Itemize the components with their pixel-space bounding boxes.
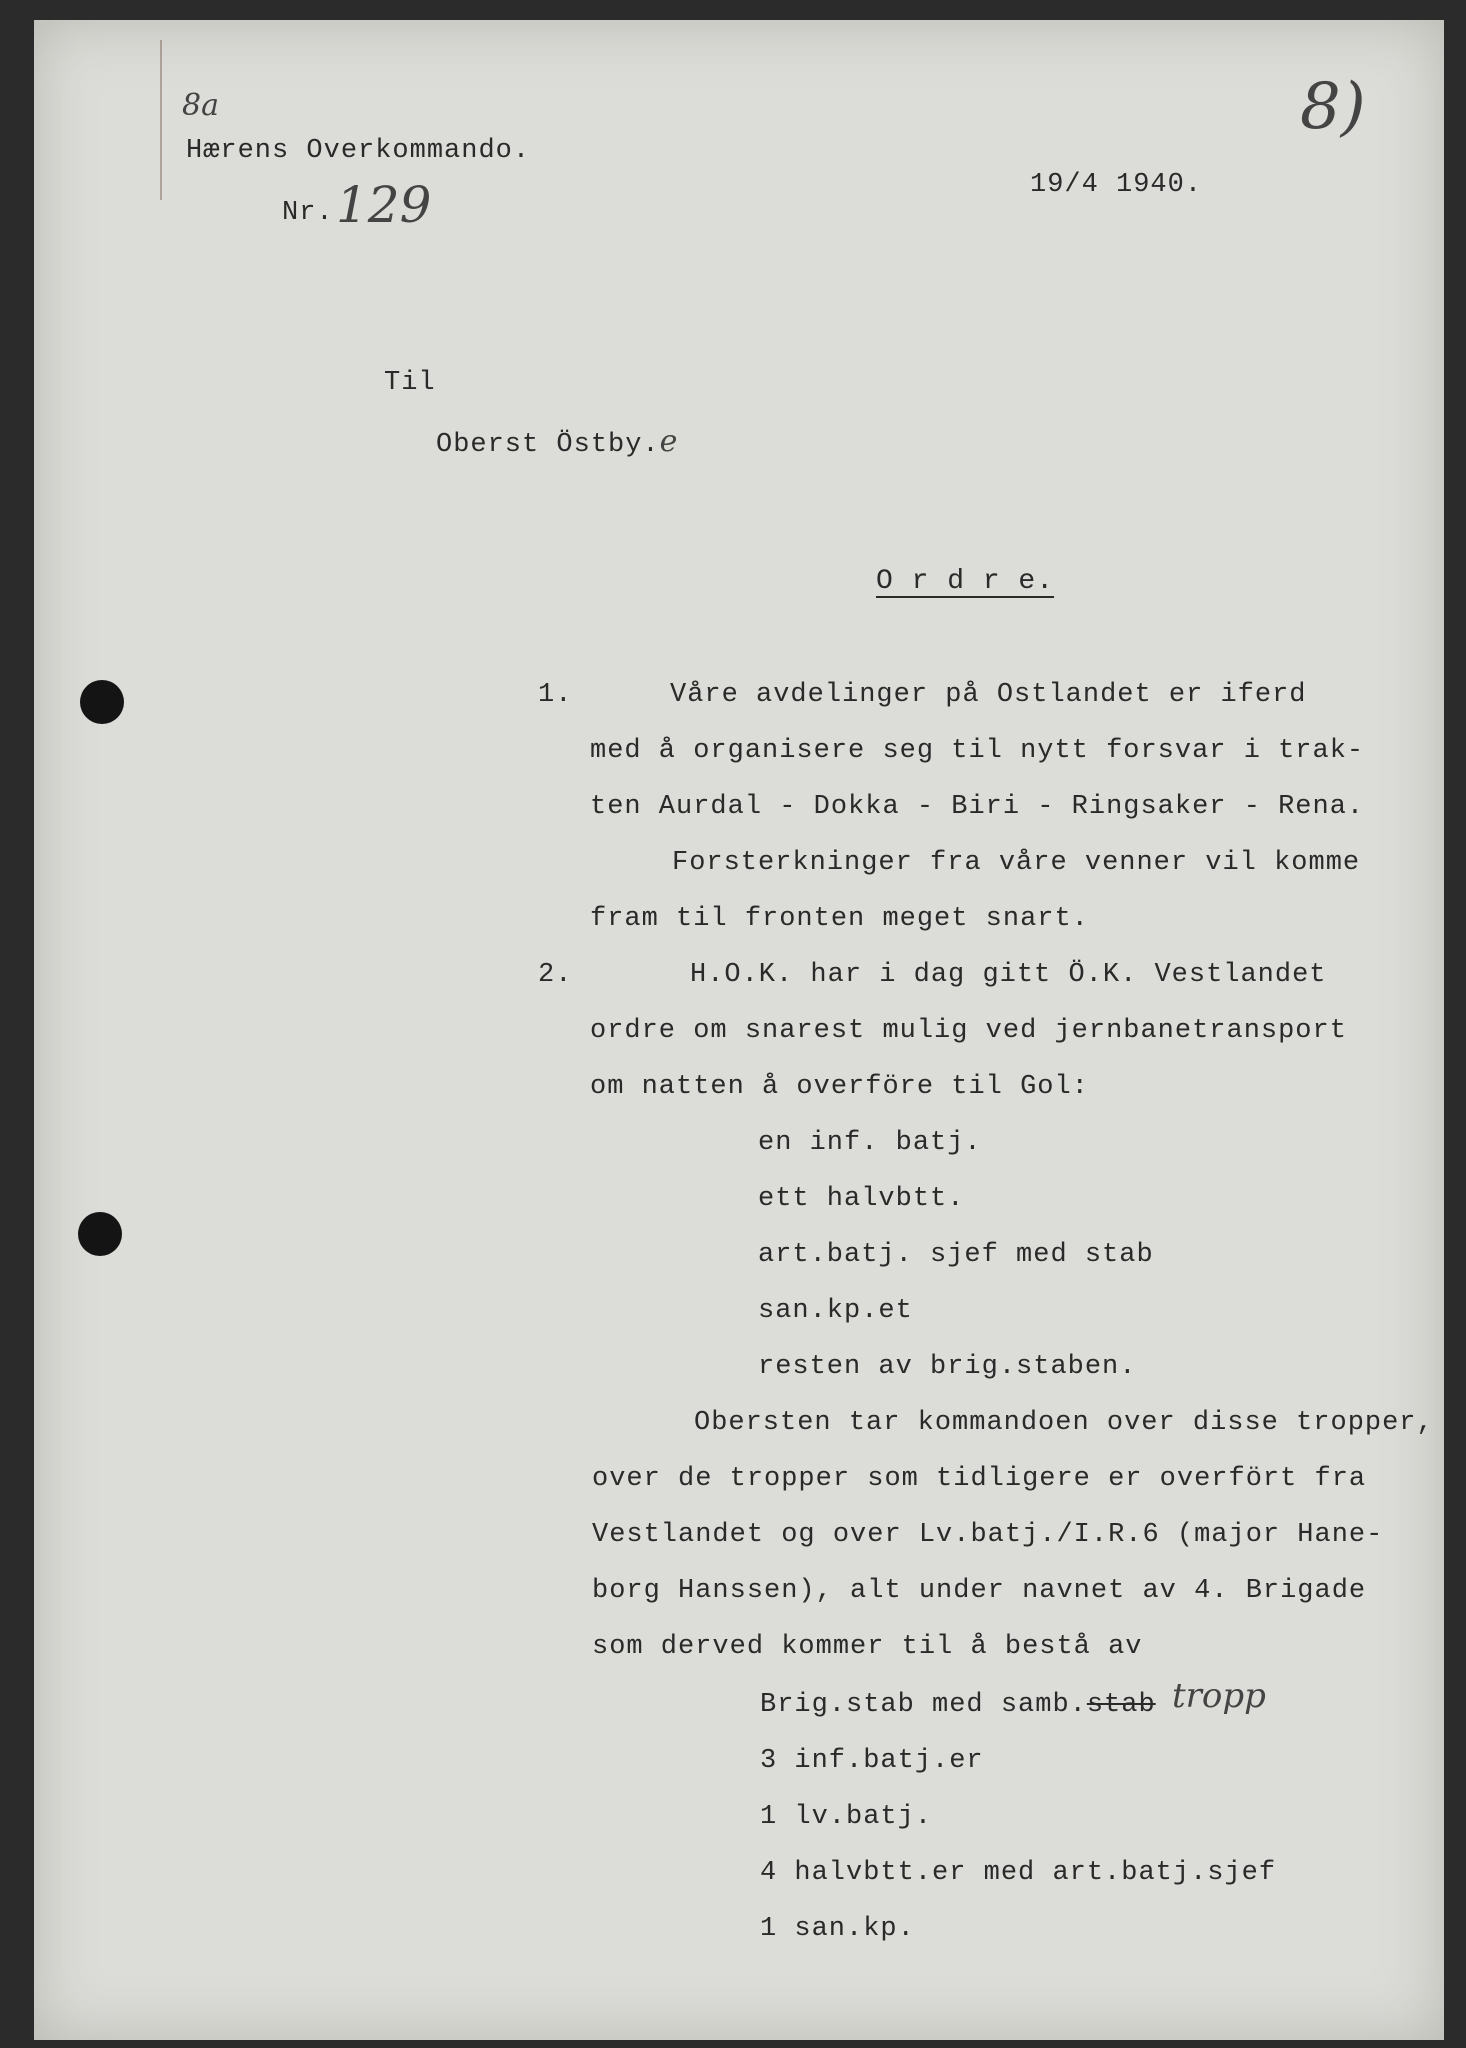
recipient-handwritten-suffix: e	[659, 424, 679, 459]
document-date: 19/4 1940.	[1030, 170, 1203, 200]
section-1-line: ten Aurdal - Dokka - Biri - Ringsaker - Rena.	[590, 792, 1365, 822]
nr-label: Nr.	[282, 198, 334, 228]
brigade-item: 1 san.kp.	[760, 1914, 915, 1944]
transfer-item: san.kp.et	[758, 1296, 913, 1326]
handwritten-correction: tropp	[1172, 1676, 1266, 1716]
section-1-line: fram til fronten meget snart.	[590, 904, 1089, 934]
struck-word: stab	[1086, 1690, 1156, 1720]
office-name: Hærens Overkommando.	[186, 136, 531, 166]
to-label: Til	[384, 368, 436, 398]
section-2-line: ordre om snarest mulig ved jernbanetransport	[590, 1016, 1347, 1046]
transfer-item: ett halvbtt.	[758, 1184, 965, 1214]
section-1-line: med å organisere seg til nytt forsvar i trak-	[590, 736, 1365, 766]
brigade-item: 4 halvbtt.er med art.batj.sjef	[760, 1858, 1277, 1888]
brigade-item: 1 lv.batj.	[760, 1802, 933, 1832]
section-1-number: 1.	[538, 680, 573, 710]
punch-hole-top	[80, 680, 124, 724]
page-marker: 8)	[1300, 70, 1366, 144]
transfer-item: art.batj. sjef med stab	[758, 1240, 1154, 1270]
section-2-paragraph-line: borg Hanssen), alt under navnet av 4. Brigade	[592, 1576, 1367, 1606]
recipient-name: Oberst Östby.e	[436, 424, 679, 460]
brigade-item-staff: Brig.stab med samb.stab	[760, 1690, 1156, 1720]
handwritten-corner-note: 8a	[182, 88, 219, 123]
section-2-paragraph-line: Vestlandet og over Lv.batj./I.R.6 (major Hane-	[592, 1520, 1384, 1550]
section-2-number: 2.	[538, 960, 573, 990]
paper-crease	[160, 40, 162, 200]
nr-value: 129	[336, 176, 432, 234]
section-2-line: om natten å overföre til Gol:	[590, 1072, 1089, 1102]
section-2-paragraph-line: som derved kommer til å bestå av	[592, 1632, 1143, 1662]
section-2-paragraph-line: over de tropper som tidligere er overfört fra	[592, 1464, 1367, 1494]
document-title: O r d r e.	[876, 566, 1055, 597]
section-2-line: H.O.K. har i dag gitt Ö.K. Vestlandet	[690, 960, 1327, 990]
brigade-item: 3 inf.batj.er	[760, 1746, 984, 1776]
punch-hole-bottom	[78, 1212, 122, 1256]
section-2-paragraph-line: Obersten tar kommandoen over disse tropper,	[694, 1408, 1434, 1438]
transfer-item: en inf. batj.	[758, 1128, 982, 1158]
section-1-line: Våre avdelinger på Ostlandet er iferd	[670, 680, 1307, 710]
transfer-item: resten av brig.staben.	[758, 1352, 1137, 1382]
section-1-line: Forsterkninger fra våre venner vil komme	[672, 848, 1361, 878]
